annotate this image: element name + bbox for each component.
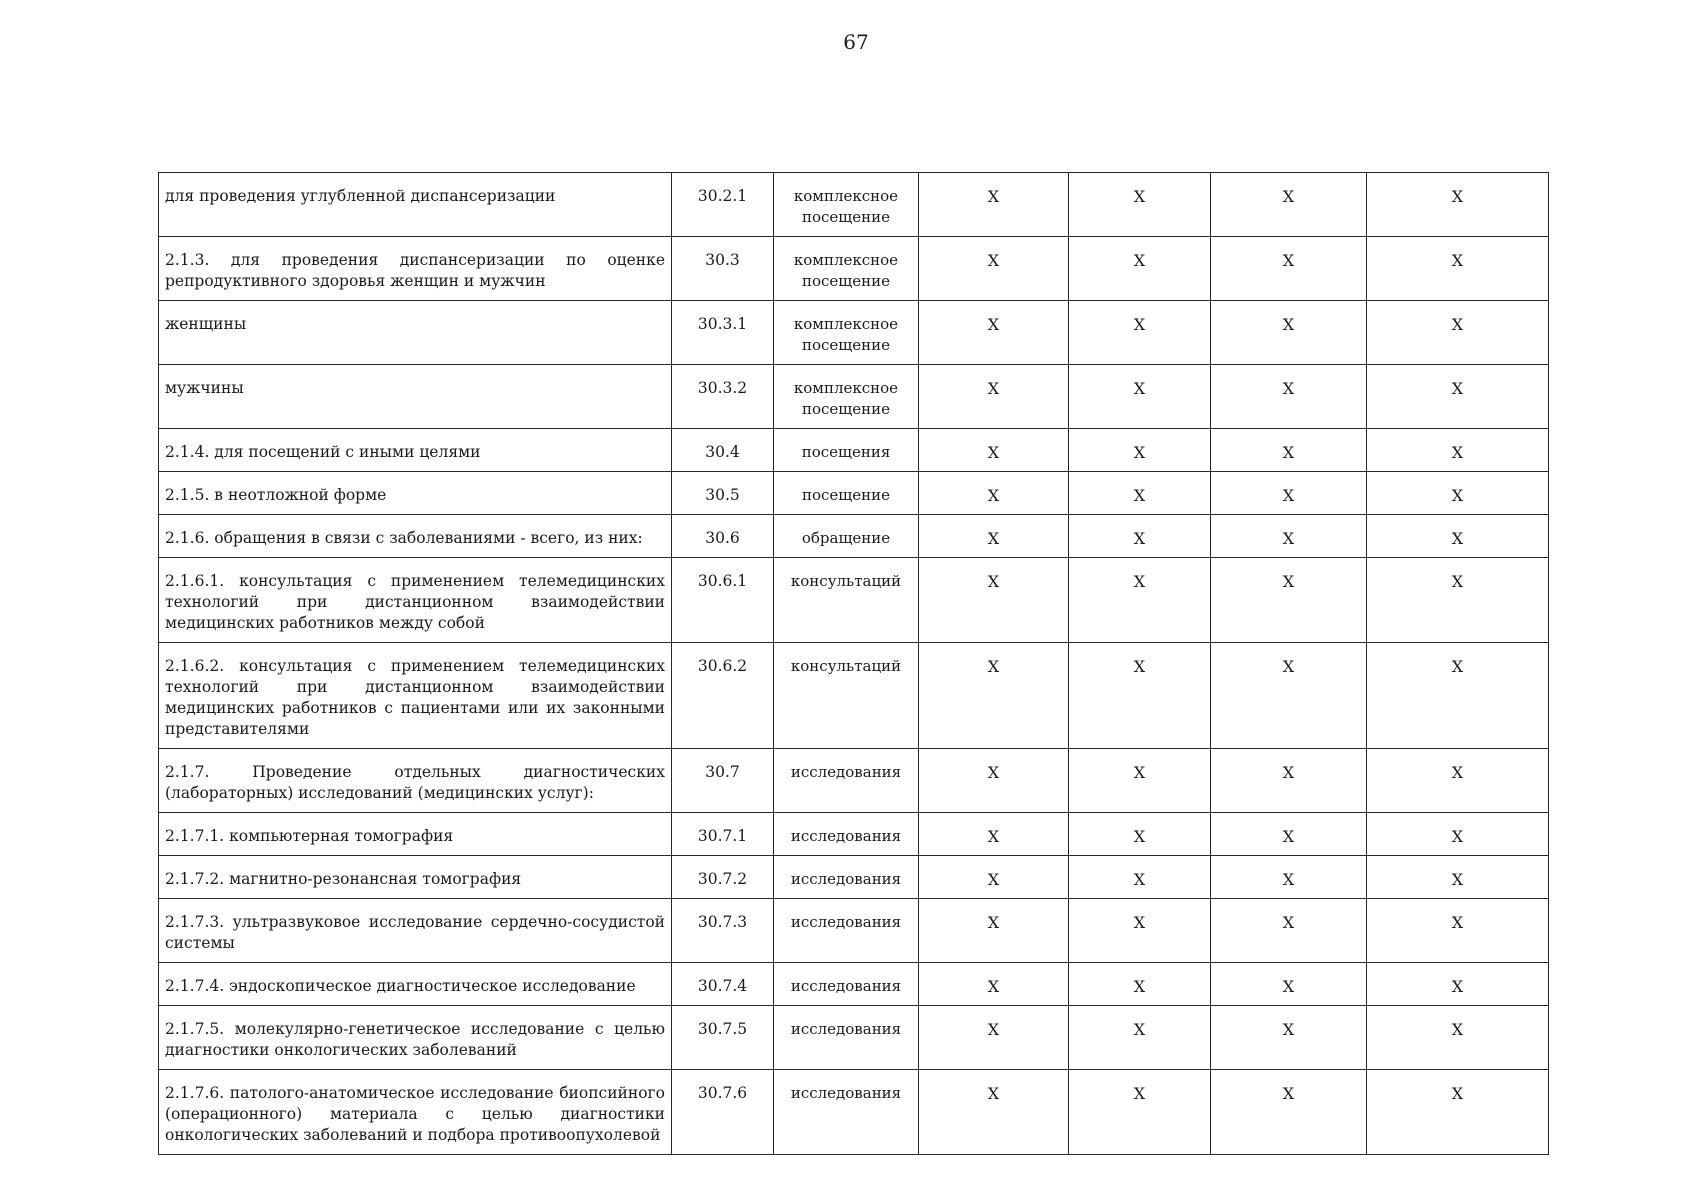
data-table	[158, 172, 1549, 1155]
row-name-cell: 2.1.6.2. консультация с применением телемедицинских технологий при дистанционном взаимодействии медицинских работников с пациентами или их законными представителями	[159, 643, 672, 749]
row-value-cell: X	[1211, 1006, 1367, 1070]
row-code-cell: 30.7.4	[672, 963, 774, 1006]
row-value-cell: X	[1069, 1006, 1211, 1070]
row-name-cell: 2.1.7.4. эндоскопическое диагностическое исследование	[159, 963, 672, 1006]
row-value-cell: X	[1367, 472, 1549, 515]
row-code-cell: 30.6.2	[672, 643, 774, 749]
row-value-cell: X	[919, 749, 1069, 813]
row-value-cell: X	[1367, 643, 1549, 749]
row-value-cell: X	[1069, 899, 1211, 963]
table-row	[159, 749, 1549, 813]
row-value-cell: X	[1367, 558, 1549, 643]
row-value-cell: X	[1367, 899, 1549, 963]
row-code-cell: 30.7.3	[672, 899, 774, 963]
row-name-cell: 2.1.5. в неотложной форме	[159, 472, 672, 515]
row-value-cell: X	[1069, 365, 1211, 429]
row-value-cell: X	[1367, 301, 1549, 365]
row-name-cell: 2.1.4. для посещений с иными целями	[159, 429, 672, 472]
row-code-cell: 30.3.1	[672, 301, 774, 365]
row-value-cell: X	[919, 899, 1069, 963]
row-name-cell: 2.1.7.2. магнитно-резонансная томография	[159, 856, 672, 899]
table-row	[159, 963, 1549, 1006]
row-value-cell: X	[1367, 856, 1549, 899]
table-row	[159, 429, 1549, 472]
row-name-cell: для проведения углубленной диспансеризации	[159, 173, 672, 237]
row-value-cell: X	[919, 515, 1069, 558]
row-value-cell: X	[1367, 813, 1549, 856]
table-row	[159, 515, 1549, 558]
row-value-cell: X	[1069, 472, 1211, 515]
row-value-cell: X	[1211, 429, 1367, 472]
table-row	[159, 558, 1549, 643]
row-value-cell: X	[1069, 1070, 1211, 1155]
row-value-cell: X	[919, 813, 1069, 856]
row-value-cell: X	[919, 558, 1069, 643]
row-value-cell: X	[1211, 472, 1367, 515]
page-number: 67	[843, 30, 869, 54]
table-row	[159, 301, 1549, 365]
row-value-cell: X	[1211, 173, 1367, 237]
row-unit-cell: обращение	[774, 515, 919, 558]
row-unit-cell: исследования	[774, 963, 919, 1006]
row-value-cell: X	[1211, 1070, 1367, 1155]
row-value-cell: X	[1211, 301, 1367, 365]
table-row	[159, 365, 1549, 429]
table-row	[159, 1070, 1549, 1155]
row-unit-cell: исследования	[774, 1070, 919, 1155]
row-value-cell: X	[1211, 643, 1367, 749]
row-value-cell: X	[1069, 856, 1211, 899]
table-row	[159, 237, 1549, 301]
row-value-cell: X	[1211, 515, 1367, 558]
row-code-cell: 30.3	[672, 237, 774, 301]
row-unit-cell: исследования	[774, 813, 919, 856]
table-body	[159, 173, 1549, 1155]
row-value-cell: X	[919, 963, 1069, 1006]
table-row	[159, 472, 1549, 515]
row-code-cell: 30.7.6	[672, 1070, 774, 1155]
row-value-cell: X	[919, 472, 1069, 515]
row-unit-cell: посещение	[774, 472, 919, 515]
row-name-cell: 2.1.7.5. молекулярно-генетическое исследование с целью диагностики онкологических заболеваний	[159, 1006, 672, 1070]
row-unit-cell: комплексное посещение	[774, 237, 919, 301]
row-value-cell: X	[1367, 515, 1549, 558]
row-value-cell: X	[919, 365, 1069, 429]
row-code-cell: 30.4	[672, 429, 774, 472]
row-value-cell: X	[1211, 749, 1367, 813]
row-value-cell: X	[1069, 813, 1211, 856]
row-value-cell: X	[1367, 429, 1549, 472]
row-value-cell: X	[1367, 963, 1549, 1006]
row-value-cell: X	[919, 856, 1069, 899]
row-value-cell: X	[919, 237, 1069, 301]
row-code-cell: 30.5	[672, 472, 774, 515]
row-value-cell: X	[1069, 429, 1211, 472]
row-code-cell: 30.7.2	[672, 856, 774, 899]
row-unit-cell: консультаций	[774, 643, 919, 749]
row-name-cell: 2.1.6.1. консультация с применением телемедицинских технологий при дистанционном взаимодействии медицинских работников между собой	[159, 558, 672, 643]
row-value-cell: X	[919, 429, 1069, 472]
row-value-cell: X	[919, 643, 1069, 749]
row-name-cell: женщины	[159, 301, 672, 365]
row-code-cell: 30.6	[672, 515, 774, 558]
row-value-cell: X	[1069, 963, 1211, 1006]
row-name-cell: 2.1.3. для проведения диспансеризации по оценке репродуктивного здоровья женщин и мужчин	[159, 237, 672, 301]
row-code-cell: 30.6.1	[672, 558, 774, 643]
row-value-cell: X	[1367, 1006, 1549, 1070]
row-value-cell: X	[1211, 856, 1367, 899]
row-value-cell: X	[1069, 558, 1211, 643]
row-value-cell: X	[1069, 237, 1211, 301]
row-value-cell: X	[1367, 365, 1549, 429]
row-value-cell: X	[1069, 515, 1211, 558]
row-code-cell: 30.7.5	[672, 1006, 774, 1070]
row-name-cell: мужчины	[159, 365, 672, 429]
row-value-cell: X	[1211, 963, 1367, 1006]
row-value-cell: X	[1211, 237, 1367, 301]
row-unit-cell: исследования	[774, 1006, 919, 1070]
row-code-cell: 30.7	[672, 749, 774, 813]
row-name-cell: 2.1.7.3. ультразвуковое исследование сердечно-сосудистой системы	[159, 899, 672, 963]
row-code-cell: 30.2.1	[672, 173, 774, 237]
row-unit-cell: исследования	[774, 899, 919, 963]
row-name-cell: 2.1.7.6. патолого-анатомическое исследование биопсийного (операционного) материала с целью диагностики онкологических заболеваний и подбора противоопухолевой	[159, 1070, 672, 1155]
row-value-cell: X	[1211, 899, 1367, 963]
table-row	[159, 643, 1549, 749]
table-row	[159, 813, 1549, 856]
row-unit-cell: исследования	[774, 856, 919, 899]
row-name-cell: 2.1.6. обращения в связи с заболеваниями - всего, из них:	[159, 515, 672, 558]
row-value-cell: X	[1211, 558, 1367, 643]
table-row	[159, 1006, 1549, 1070]
row-value-cell: X	[1069, 749, 1211, 813]
row-value-cell: X	[1069, 301, 1211, 365]
row-unit-cell: исследования	[774, 749, 919, 813]
table-row	[159, 899, 1549, 963]
row-value-cell: X	[1211, 813, 1367, 856]
row-value-cell: X	[1211, 365, 1367, 429]
row-value-cell: X	[919, 301, 1069, 365]
row-value-cell: X	[919, 1070, 1069, 1155]
table-row	[159, 173, 1549, 237]
table-row	[159, 856, 1549, 899]
row-unit-cell: комплексное посещение	[774, 301, 919, 365]
row-value-cell: X	[1069, 643, 1211, 749]
row-name-cell: 2.1.7. Проведение отдельных диагностических (лабораторных) исследований (медицинских услуг):	[159, 749, 672, 813]
row-value-cell: X	[1367, 173, 1549, 237]
row-code-cell: 30.7.1	[672, 813, 774, 856]
row-value-cell: X	[919, 173, 1069, 237]
row-unit-cell: комплексное посещение	[774, 173, 919, 237]
row-unit-cell: посещения	[774, 429, 919, 472]
row-value-cell: X	[1367, 237, 1549, 301]
row-value-cell: X	[1367, 749, 1549, 813]
row-name-cell: 2.1.7.1. компьютерная томография	[159, 813, 672, 856]
row-unit-cell: консультаций	[774, 558, 919, 643]
row-value-cell: X	[919, 1006, 1069, 1070]
row-value-cell: X	[1367, 1070, 1549, 1155]
row-value-cell: X	[1069, 173, 1211, 237]
row-code-cell: 30.3.2	[672, 365, 774, 429]
row-unit-cell: комплексное посещение	[774, 365, 919, 429]
